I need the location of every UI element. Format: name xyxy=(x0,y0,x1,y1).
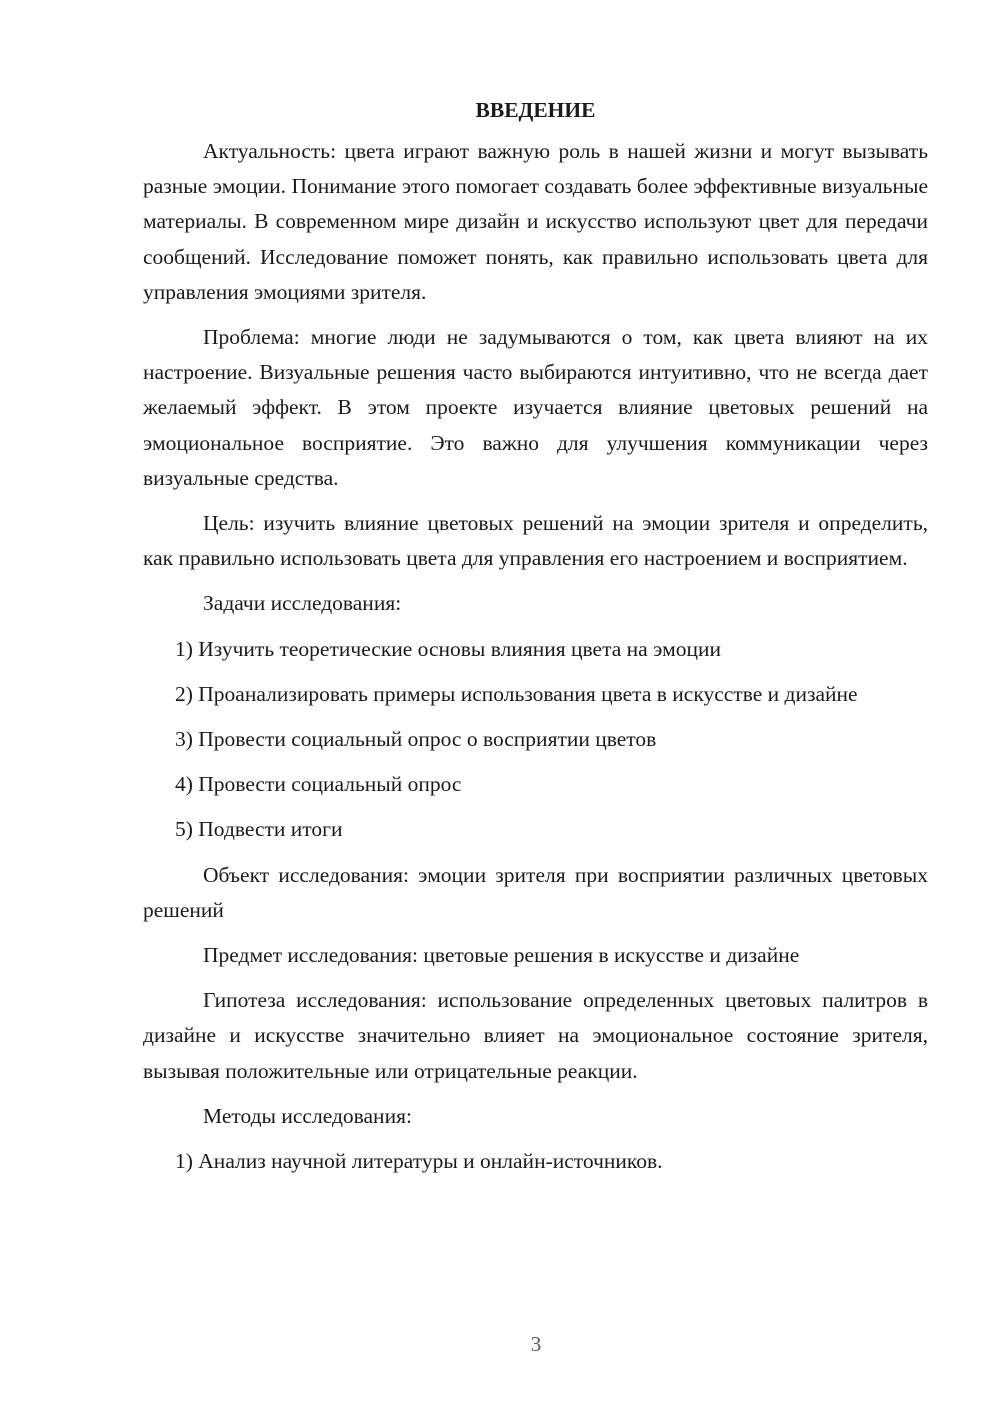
subject-paragraph: Предмет исследования: цветовые решения в искусстве и дизайне xyxy=(203,943,800,968)
document-page xyxy=(143,92,928,1189)
relevance-paragraph: Актуальность: цвета играют важную роль в нашей жизни и могут вызывать разные эмоции. Понимание этого помогает создавать более эффективные визуальные материалы. В современном мире дизайн и искусство используют цвет для передачи сообщений. Исследование поможет понять, как правильно использовать цвета для управления эмоциями зрителя. xyxy=(143,139,928,304)
task-item-3: 3) Провести социальный опрос о восприятии цветов xyxy=(175,727,657,752)
method-item-1: 1) Анализ научной литературы и онлайн-источников. xyxy=(175,1149,663,1174)
hypothesis-paragraph: Гипотеза исследования: использование определенных цветовых палитров в дизайне и искусстве значительно влияет на эмоциональное состояние зрителя, вызывая положительные или отрицательные реакции. xyxy=(143,988,928,1083)
task-item-2: 2) Проанализировать примеры использования цвета в искусстве и дизайне xyxy=(175,681,858,706)
tasks-title: Задачи исследования: xyxy=(203,591,402,616)
task-item-4: 4) Провести социальный опрос xyxy=(175,772,462,797)
task-item-5: 5) Подвести итоги xyxy=(175,817,343,842)
methods-title: Методы исследования: xyxy=(203,1103,412,1128)
page-number: 3 xyxy=(530,1332,542,1356)
task-item-1: 1) Изучить теоретические основы влияния цвета на эмоции xyxy=(175,636,721,661)
problem-paragraph: Проблема: многие люди не задумываются о том, как цвета влияют на их настроение. Визуальные решения часто выбираются интуитивно, что не всегда дает желаемый эффект. В этом проекте изучается влияние цветовых решений на эмоциональное восприятие. Это важно для улучшения коммуникации через визуальные средства. xyxy=(143,325,928,490)
object-paragraph: Объект исследования: эмоции зрителя при восприятии различных цветовых решений xyxy=(143,862,928,922)
goal-paragraph: Цель: изучить влияние цветовых решений на эмоции зрителя и определить, как правильно использовать цвета для управления его настроением и восприятием. xyxy=(143,511,928,571)
section-heading: ВВЕДЕНИЕ xyxy=(475,98,596,122)
